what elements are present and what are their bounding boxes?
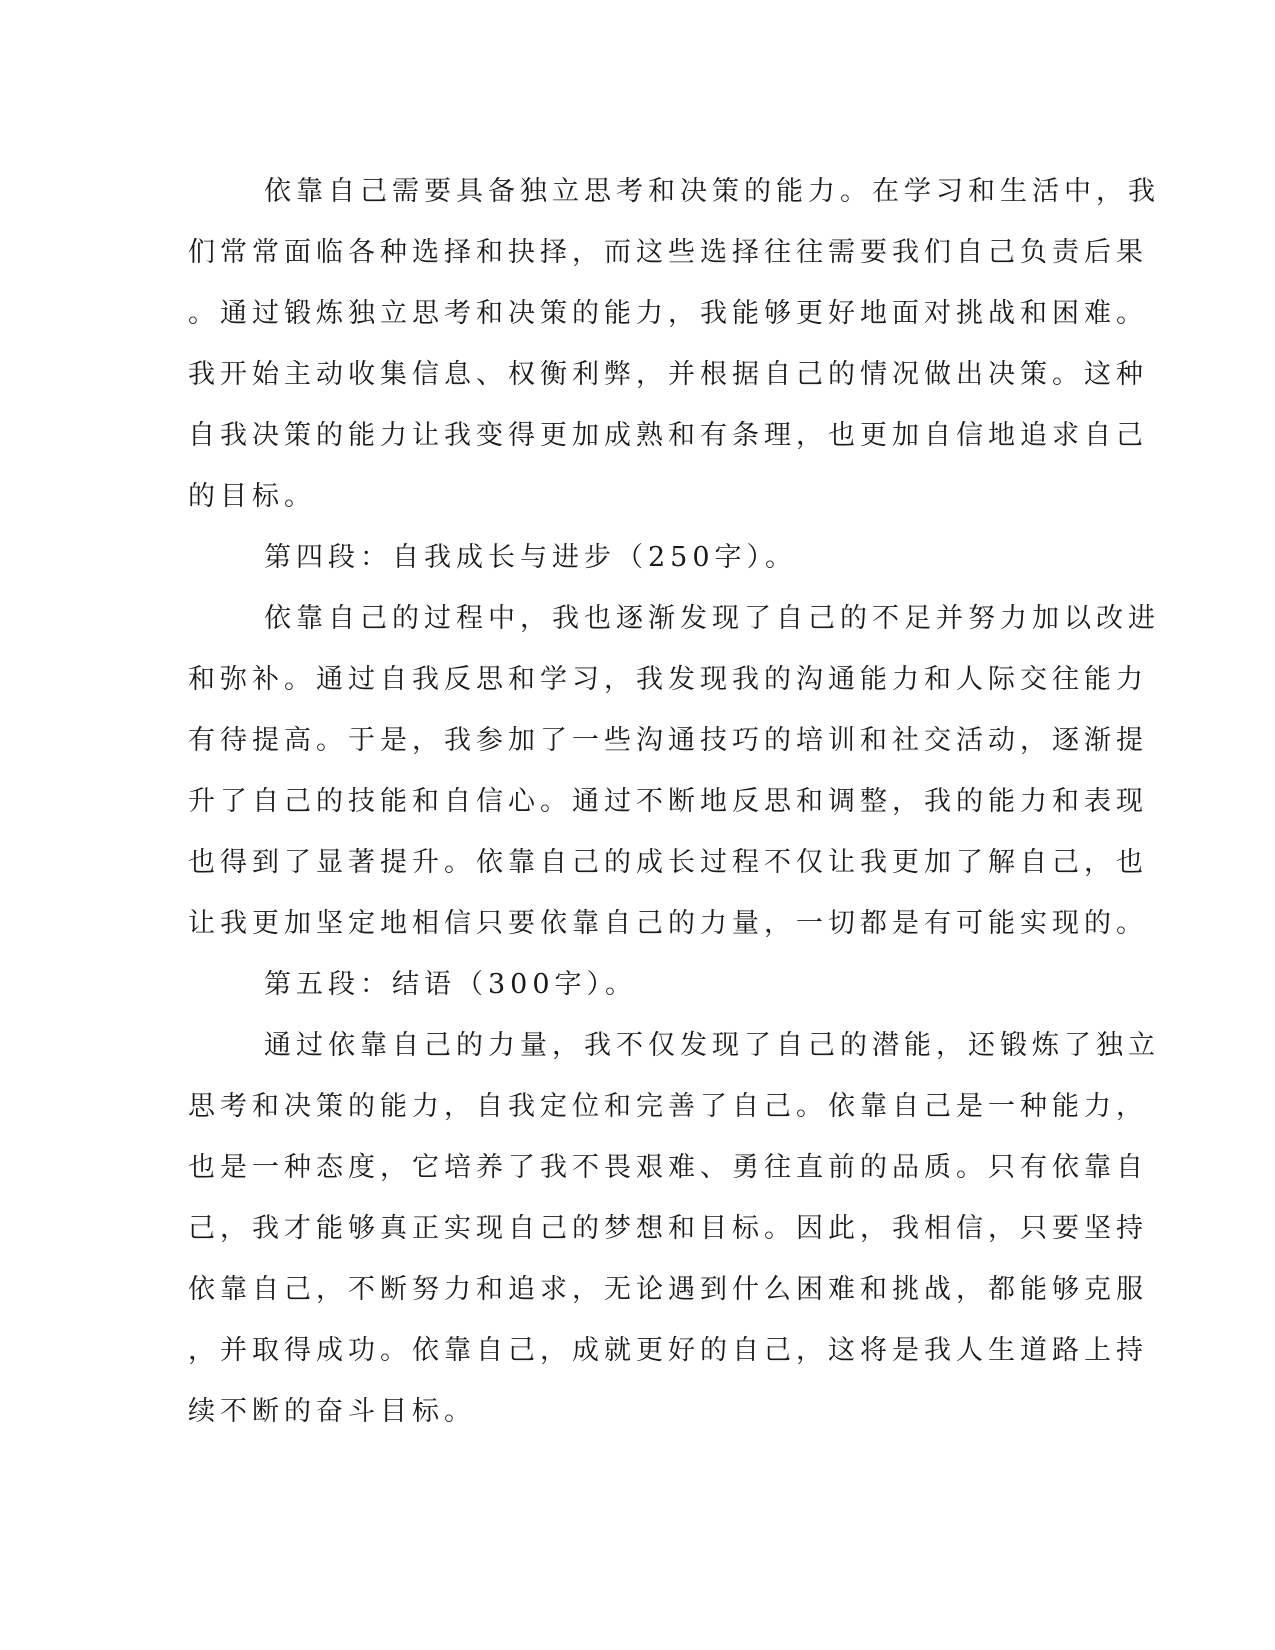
section-heading: 第五段：结语（300字）。 (264, 969, 638, 1000)
paragraph-line: 续不断的奋斗目标。 (188, 1396, 476, 1427)
body-text (188, 161, 1160, 1442)
paragraph-line: 和弥补。通过自我反思和学习，我发现我的沟通能力和人际交往能力 (188, 664, 1148, 695)
paragraph-line: 也是一种态度，它培养了我不畏艰难、勇往直前的品质。只有依靠自 (188, 1152, 1148, 1183)
paragraph-line: ，并取得成功。依靠自己，成就更好的自己，这将是我人生道路上持 (188, 1335, 1148, 1366)
paragraph-line: 们常常面临各种选择和抉择，而这些选择往往需要我们自己负责后果 (188, 237, 1148, 268)
paragraph-line: 我开始主动收集信息、权衡利弊，并根据自己的情况做出决策。这种 (188, 359, 1148, 390)
paragraph-line: 让我更加坚定地相信只要依靠自己的力量，一切都是有可能实现的。 (188, 908, 1148, 939)
paragraph-line: 的目标。 (188, 481, 316, 512)
paragraph-line: 通过依靠自己的力量，我不仅发现了自己的潜能，还锻炼了独立 (264, 1030, 1160, 1061)
section-heading: 第四段：自我成长与进步（250字）。 (264, 542, 798, 573)
paragraph-line: 依靠自己，不断努力和追求，无论遇到什么困难和挑战，都能够克服 (188, 1274, 1148, 1305)
paragraph-line: 。通过锻炼独立思考和决策的能力，我能够更好地面对挑战和困难。 (188, 298, 1148, 329)
paragraph-line: 思考和决策的能力，自我定位和完善了自己。依靠自己是一种能力， (188, 1091, 1148, 1122)
paragraph-line: 升了自己的技能和自信心。通过不断地反思和调整，我的能力和表现 (188, 786, 1148, 817)
paragraph-line: 依靠自己的过程中，我也逐渐发现了自己的不足并努力加以改进 (264, 603, 1160, 634)
paragraph-line: 己，我才能够真正实现自己的梦想和目标。因此，我相信，只要坚持 (188, 1213, 1148, 1244)
paragraph-line: 也得到了显著提升。依靠自己的成长过程不仅让我更加了解自己，也 (188, 847, 1148, 878)
paragraph-line: 有待提高。于是，我参加了一些沟通技巧的培训和社交活动，逐渐提 (188, 725, 1148, 756)
paragraph-line: 自我决策的能力让我变得更加成熟和有条理，也更加自信地追求自己 (188, 420, 1148, 451)
paragraph-line: 依靠自己需要具备独立思考和决策的能力。在学习和生活中，我 (264, 176, 1160, 207)
